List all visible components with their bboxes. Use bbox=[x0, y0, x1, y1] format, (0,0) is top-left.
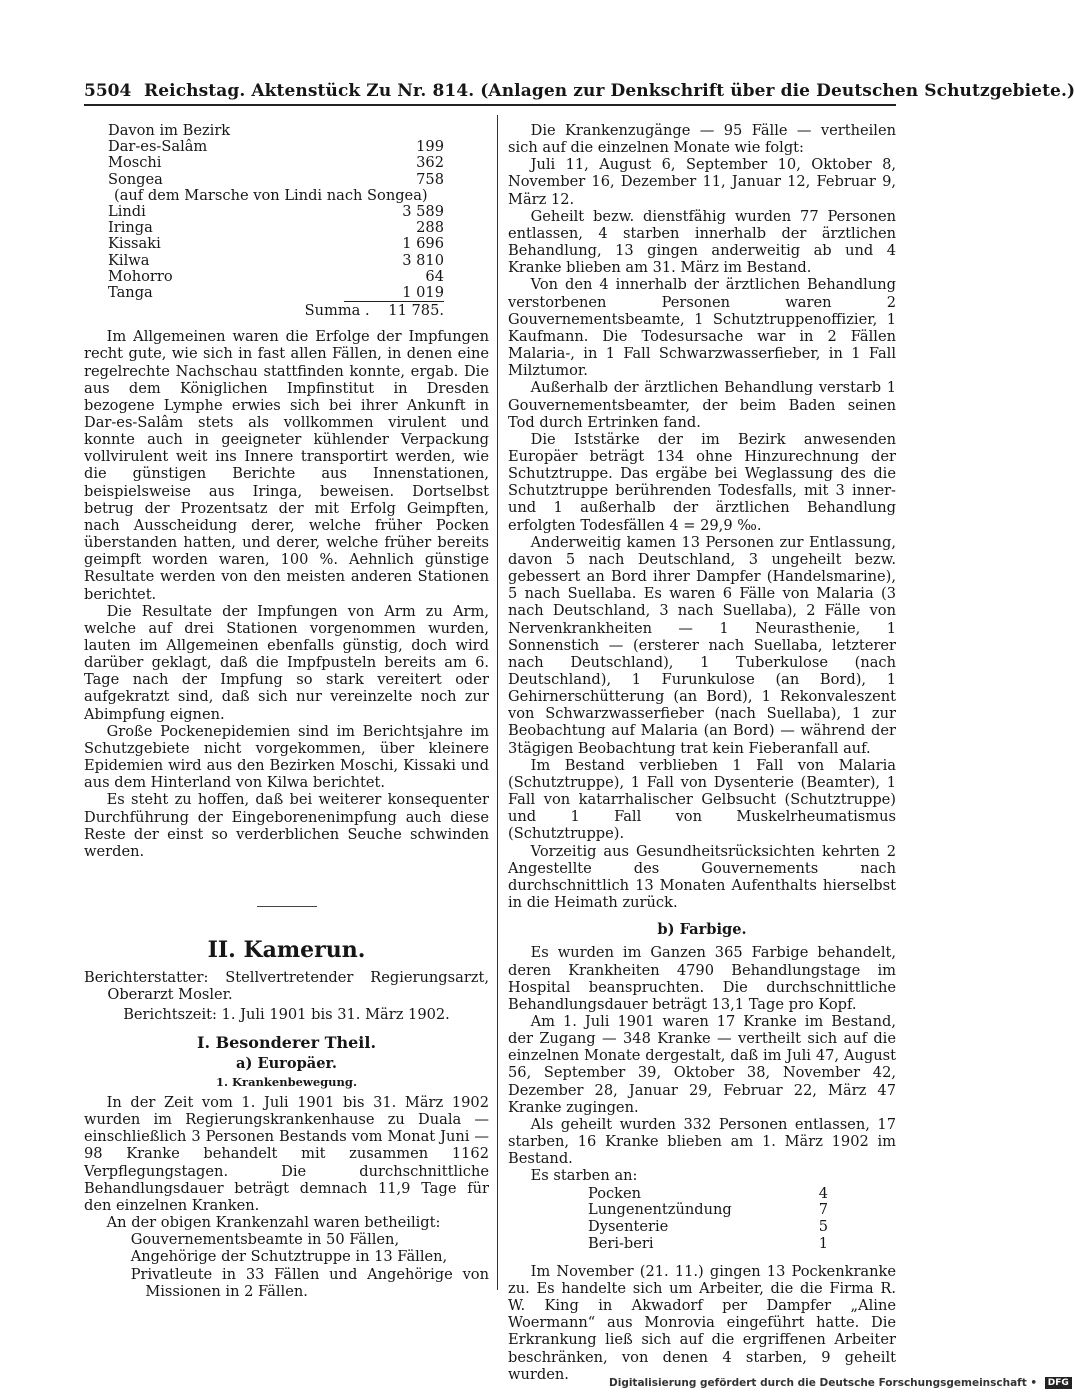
section-ornament bbox=[257, 906, 317, 907]
reporter: Berichterstatter: Stellvertretender Regierungsarzt, Oberarzt Mosler. bbox=[84, 969, 489, 1004]
paragraph: Juli 11, August 6, September 10, Oktober 8, November 16, Dezember 11, Januar 12, Februar 9, März 12. bbox=[508, 156, 896, 208]
district-sum bbox=[108, 302, 444, 319]
participant-item: Angehörige der Schutztruppe in 13 Fällen, bbox=[130, 1248, 448, 1266]
district-row bbox=[108, 188, 444, 204]
district-name: Songea bbox=[108, 170, 163, 188]
death-cause: Beri-beri bbox=[588, 1234, 654, 1252]
paragraph: Es starben an: bbox=[530, 1167, 638, 1185]
part-title: I. Besonderer Theil. bbox=[196, 1032, 377, 1052]
district-name: Tanga bbox=[108, 283, 153, 301]
district-name: Iringa bbox=[108, 219, 153, 237]
sum-label: Summa . bbox=[304, 302, 370, 320]
death-count: 4 bbox=[818, 1184, 828, 1202]
district-value: 64 bbox=[425, 267, 444, 285]
paragraph: Vorzeitig aus Gesundheitsrücksichten kehrten 2 Angestellte des Gouvernements nach durchschnittlich 13 Monaten Aufenthalts hierselbst in die Heimath zurück. bbox=[508, 842, 896, 912]
dfg-logo: DFG bbox=[1045, 1377, 1072, 1389]
district-value: 199 bbox=[416, 138, 444, 156]
header-rule bbox=[84, 104, 896, 106]
district-row bbox=[108, 269, 444, 285]
death-row bbox=[588, 1236, 828, 1253]
paragraph: Als geheilt wurden 332 Personen entlassen, 17 starben, 16 Kranke blieben am 1. März 1902 im Bestand. bbox=[508, 1115, 896, 1168]
district-table bbox=[108, 139, 444, 302]
death-count: 5 bbox=[818, 1218, 828, 1236]
digitization-footer bbox=[609, 1377, 1072, 1389]
paragraph: Große Pockenepidemien sind im Berichtsjahre im Schutzgebiete nicht vorgekommen, über kleinere Epidemien wird aus den Bezirken Moschi, Kissaki und aus dem Hinterland von Kilwa berichtet. bbox=[84, 722, 489, 792]
district-note: (auf dem Marsche von Lindi nach Songea) bbox=[114, 186, 428, 204]
district-row bbox=[108, 172, 444, 188]
district-row bbox=[108, 139, 444, 155]
participant-item: Gouvernementsbeamte in 50 Fällen, bbox=[130, 1231, 400, 1249]
right-column bbox=[508, 122, 896, 1383]
sub-heading-b: b) Farbige. bbox=[657, 921, 747, 939]
paragraph: In der Zeit vom 1. Juli 1901 bis 31. März 1902 wurden im Regierungskrankenhause zu Duala — einschließlich 3 Personen Bestands vom Monat Juni — 98 Kranke behandelt mit zusammen 1162 Verpflegungstagen. Die durchschnittliche Behandlungsdauer beträgt demnach 11,9 Tage für den einzelnen Kranken. bbox=[84, 1093, 489, 1214]
header-title: Reichstag. Aktenstück Zu Nr. 814. (Anlagen zur Denkschrift über die Deutschen Schutzgebiete.) bbox=[144, 81, 1075, 101]
paragraph: Von den 4 innerhalb der ärztlichen Behandlung verstorbenen Personen waren 2 Gouvernementsbeamte, 1 Schutztruppenoffizier, 1 Kaufmann. Die Todesursache war in 2 Fällen Malaria-, in 1 Fall Schwarzwasserfieber, in 1 Fall Milztumor. bbox=[508, 276, 896, 380]
death-count: 1 bbox=[818, 1234, 828, 1252]
death-cause: Lungenentzündung bbox=[588, 1201, 732, 1219]
paragraph: Die Iststärke der im Bezirk anwesenden Europäer beträgt 134 ohne Hinzurechnung der Schutztruppe. Das ergäbe bei Weglassung des die Schutztruppe berührenden Todesfalls, mit 3 inner- und 1 außerhalb der ärztlichen Behandlung erfolgten Todesfällen 4 = 29,9 ‰. bbox=[508, 430, 896, 534]
section-title: II. Kamerun. bbox=[207, 937, 366, 964]
paragraph: Außerhalb der ärztlichen Behandlung verstarb 1 Gouvernementsbeamter, der beim Baden seinen Tod durch Ertrinken fand. bbox=[508, 379, 896, 431]
page-number: 5504 bbox=[84, 81, 132, 101]
district-name: Kilwa bbox=[108, 251, 150, 269]
district-row bbox=[108, 220, 444, 236]
death-count: 7 bbox=[818, 1201, 828, 1219]
paragraph: An der obigen Krankenzahl waren betheiligt: bbox=[106, 1214, 441, 1232]
participant-item: Privatleute in 33 Fällen und Angehörige von Missionen in 2 Fällen. bbox=[130, 1265, 489, 1300]
death-row bbox=[588, 1202, 828, 1219]
paragraph: Im November (21. 11.) gingen 13 Pockenkranke zu. Es handelte sich um Arbeiter, die die Firma R. W. King in Akwadorf per Dampfer „Aline Woermann“ aus Monrovia eingeführt hatte. Die Erkrankung ließ sich auf die ergriffenen Arbeiter beschränken, von denen 4 starben, 9 geheilt wurden. bbox=[508, 1262, 896, 1383]
district-row bbox=[108, 204, 444, 220]
district-value: 3 810 bbox=[402, 251, 444, 269]
district-value: 288 bbox=[416, 219, 444, 237]
district-name: Lindi bbox=[108, 202, 146, 220]
paragraph: Die Resultate der Impfungen von Arm zu Arm, welche auf drei Stationen vorgenommen wurden, lauten im Allgemeinen ebenfalls günstig, doch wird darüber geklagt, daß die Impfpusteln bereits am 6. Tage nach der Impfung so stark vereitert oder aufgekratzt sind, daß sich nur vereinzelte noch zur Abimpfung eignen. bbox=[84, 602, 489, 723]
district-name: Kissaki bbox=[108, 235, 161, 253]
paragraph: Im Allgemeinen waren die Erfolge der Impfungen recht gute, wie sich in fast allen Fällen, in denen eine regelrechte Nachschau stattfinden konnte, ergab. Die aus dem Königlichen Impfinstitut in Dresden bezogene Lymphe erwies sich bei ihrer Ankunft in Dar-es-Salâm stets als vollkommen virulent und konnte auch in geeigneter kühlender Verpackung vollvirulent weit ins Innere transportirt werden, wie die günstigen Berichte aus Innenstationen, beispielsweise aus Iringa, beweisen. Dortselbst betrug der Prozentsatz der mit Erfolg Geimpften, nach Ausscheidung derer, welche früher Pocken überstanden hatten, und derer, welche früher bereits geimpft worden waren, 100 %. Aehnlich günstige Resultate werden von den meisten anderen Stationen berichtet. bbox=[84, 328, 489, 603]
district-intro: Davon im Bezirk bbox=[108, 122, 231, 139]
sum-value: 11 785. bbox=[388, 302, 444, 320]
sub-heading-a1: 1. Krankenbewegung. bbox=[216, 1074, 357, 1089]
paragraph: Es wurden im Ganzen 365 Farbige behandelt, deren Krankheiten 4790 Behandlungstage im Hospital beanspruchten. Die durchschnittliche Behandlungsdauer beträgt 13,1 Tage pro Kopf. bbox=[508, 944, 896, 1013]
paragraph: Am 1. Juli 1901 waren 17 Kranke im Bestand, der Zugang — 348 Kranke — vertheilt sich auf die einzelnen Monate dergestalt, daß im Juli 47, August 56, September 39, Oktober 38, November 42, Dezember 28, Januar 29, Februar 22, März 47 Kranke zugingen. bbox=[508, 1012, 896, 1116]
report-period: Berichtszeit: 1. Juli 1901 bis 31. März 1902. bbox=[123, 1006, 450, 1024]
column-divider bbox=[497, 115, 498, 1290]
district-name: Mohorro bbox=[108, 267, 173, 285]
paragraph: Es steht zu hoffen, daß bei weiterer konsequenter Durchführung der Eingeborenenimpfung auch diese Reste der einst so verderblichen Seuche schwinden werden. bbox=[84, 791, 489, 860]
district-row bbox=[108, 285, 444, 302]
deaths-table bbox=[588, 1186, 828, 1253]
death-row bbox=[588, 1219, 828, 1236]
death-cause: Pocken bbox=[588, 1184, 642, 1202]
district-value: 758 bbox=[416, 170, 444, 188]
district-row bbox=[108, 253, 444, 269]
paragraph: Geheilt bezw. dienstfähig wurden 77 Personen entlassen, 4 starben innerhalb der ärztlichen Behandlung, 13 gingen anderweitig ab und 4 Kranke blieben am 31. März im Bestand. bbox=[508, 207, 896, 277]
district-value: 1 696 bbox=[402, 235, 444, 253]
district-value: 1 019 bbox=[344, 285, 444, 302]
district-value: 362 bbox=[416, 154, 444, 172]
district-name: Dar-es-Salâm bbox=[108, 138, 208, 156]
page-header bbox=[84, 78, 1075, 104]
left-column bbox=[84, 122, 489, 1300]
district-row bbox=[108, 155, 444, 171]
district-row bbox=[108, 236, 444, 252]
sub-heading-a: a) Europäer. bbox=[236, 1054, 337, 1072]
district-value: 3 589 bbox=[402, 202, 444, 220]
paragraph: Im Bestand verblieben 1 Fall von Malaria (Schutztruppe), 1 Fall von Dysenterie (Beamter), 1 Fall von katarrhalischer Gelbsucht (Schutztruppe) und 1 Fall von Muskelrheumatismus (Schutztruppe). bbox=[508, 756, 896, 843]
footer-text: Digitalisierung gefördert durch die Deutsche Forschungsgemeinschaft • bbox=[609, 1377, 1038, 1389]
death-row bbox=[588, 1186, 828, 1203]
paragraph: Die Krankenzugänge — 95 Fälle — vertheilen sich auf die einzelnen Monate wie folgt: bbox=[508, 122, 896, 157]
death-cause: Dysenterie bbox=[588, 1218, 669, 1236]
district-name: Moschi bbox=[108, 154, 162, 172]
paragraph: Anderweitig kamen 13 Personen zur Entlassung, davon 5 nach Deutschland, 3 ungeheilt bezw. gebessert an Bord ihrer Dampfer (Handelsmarine), 5 nach Suellaba. Es waren 6 Fälle von Malaria (3 nach Deutschland, 3 nach Suellaba), 2 Fälle von Nervenkrankheiten — 1 Neurasthenie, 1 Sonnenstich — (ersterer nach Suellaba, letzterer nach Deutschland), 1 Tuberkulose (nach Deutschland), 1 Furunkulose (an Bord), 1 Gehirnerschütterung (an Bord), 1 Rekonvaleszent von Schwarzwasserfieber (nach Suellaba), 1 zur Beobachtung auf Malaria (an Bord) — während der 3tägigen Beobachtung trat kein Fieberanfall auf. bbox=[508, 533, 896, 757]
